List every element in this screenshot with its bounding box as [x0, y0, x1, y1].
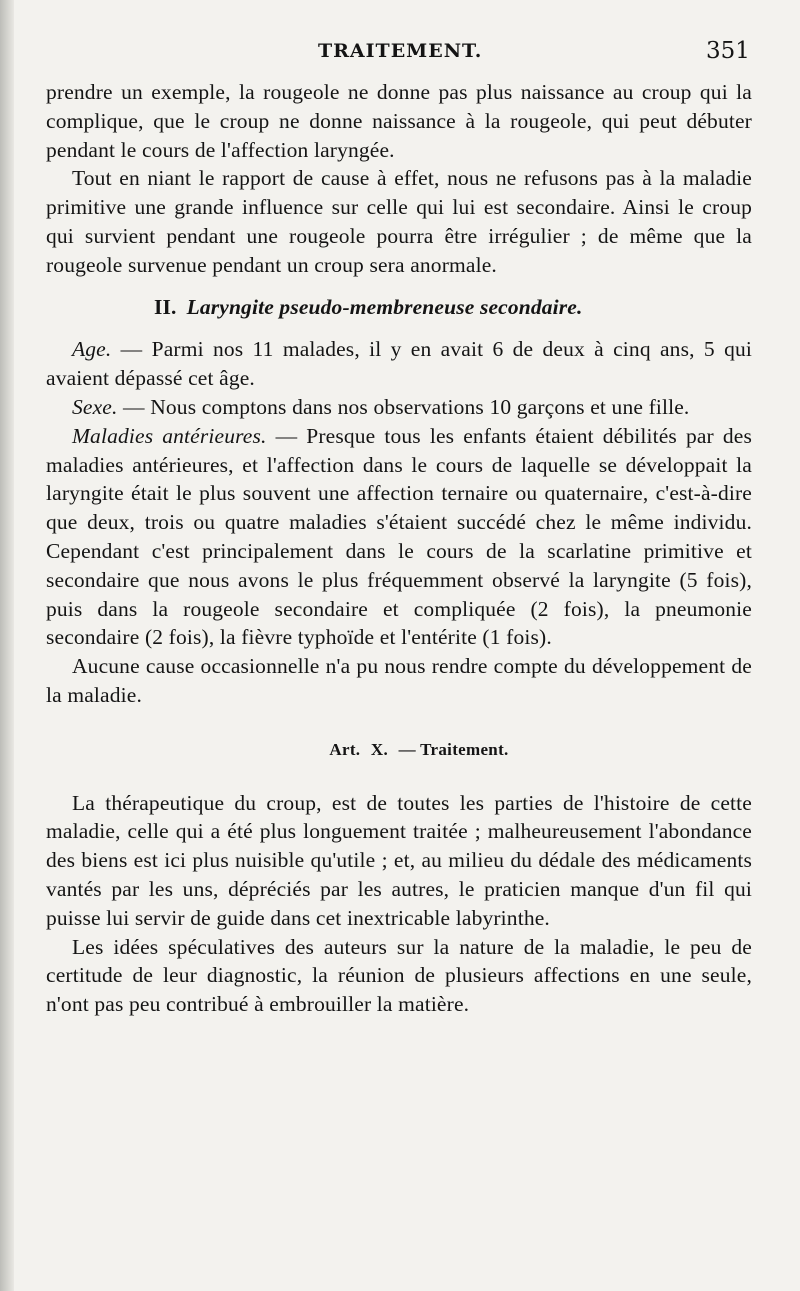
- article-number: X.: [370, 739, 389, 759]
- page-header: [0, 34, 800, 74]
- paragraph-therapeutique: La thérapeutique du croup, est de toutes les parties de l'histoire de cette maladie, celle qui a été plus longuement traitée ; malheureusement l'abondance des biens est ici plus nuisible qu'utile ; et, au milieu du dédale des médicaments vantés par les uns, dépréciés par les autres, le praticien manque d'un fil qui puisse lui servir de guide dans cet inextricable labyrinthe.: [46, 790, 752, 930]
- article-title: — Traitement.: [398, 739, 509, 759]
- article-prefix: Art.: [329, 739, 361, 759]
- paragraph-cause-effet: Tout en niant le rapport de cause à effet, nous ne refusons pas à la maladie primitive une grande influence sur celle qui lui est secondaire. Ainsi le croup qui survient pendant une rougeole pourra être irrégulier ; de même que la rougeole survenue pendant un croup sera anormale.: [46, 166, 752, 277]
- entry-sexe-text: — Nous comptons dans nos observations 10 garçons et une fille.: [117, 394, 690, 419]
- page-edge-shadow: [0, 0, 14, 1291]
- section-heading: [46, 293, 752, 322]
- paragraph-continuation: prendre un exemple, la rougeole ne donne pas plus naissance au croup qui la complique, que le croup ne donne naissance à la rougeole, qui peut débuter pendant le cours de l'affection laryngée.: [46, 80, 752, 162]
- running-head: TRAITEMENT.: [318, 40, 483, 62]
- entry-age-text: — Parmi nos 11 malades, il y en avait 6 de deux à cinq ans, 5 qui avaient dépassé cet âge.: [46, 337, 752, 391]
- entry-sexe: [46, 393, 752, 422]
- entry-sexe-label: Sexe.: [72, 394, 118, 419]
- entry-age: [46, 335, 752, 393]
- article-heading: [86, 736, 752, 765]
- entry-age-label: Age.: [72, 337, 112, 362]
- entry-maladies: [46, 422, 752, 652]
- paragraph-cause-occasionnelle: Aucune cause occasionnelle n'a pu nous rendre compte du développement de la maladie.: [46, 654, 752, 707]
- entry-maladies-label: Maladies antérieures.: [72, 423, 267, 448]
- page-number: 351: [706, 38, 750, 64]
- page-body: [46, 78, 752, 1019]
- section-title: Laryngite pseudo-membreneuse secondaire.: [186, 294, 583, 319]
- paragraph-idees-speculatives: Les idées spéculatives des auteurs sur la nature de la maladie, le peu de certitude de leur diagnostic, la réunion de plusieurs affections en une seule, n'ont pas peu contribué à embrouiller la matière.: [46, 934, 752, 1017]
- section-number: II.: [154, 294, 177, 319]
- entry-maladies-text: — Presque tous les enfants étaient débilités par des maladies antérieures, et l'affection dans le cours de laquelle se développait la laryngite était le plus souvent une affection ternaire ou quaternaire, c'est-à-dire que deux, trois ou quatre maladies s'étaient succédé chez le même individu. Cependant c'est principalement dans le cours de la scarlatine primitive et secondaire que nous avons le plus fréquemment observé la laryngite (5 fois), puis dans la rougeole secondaire et compliquée (2 fois), la pneumonie secondaire (2 fois), la fièvre typhoïde et l'entérite (1 fois).: [46, 423, 752, 650]
